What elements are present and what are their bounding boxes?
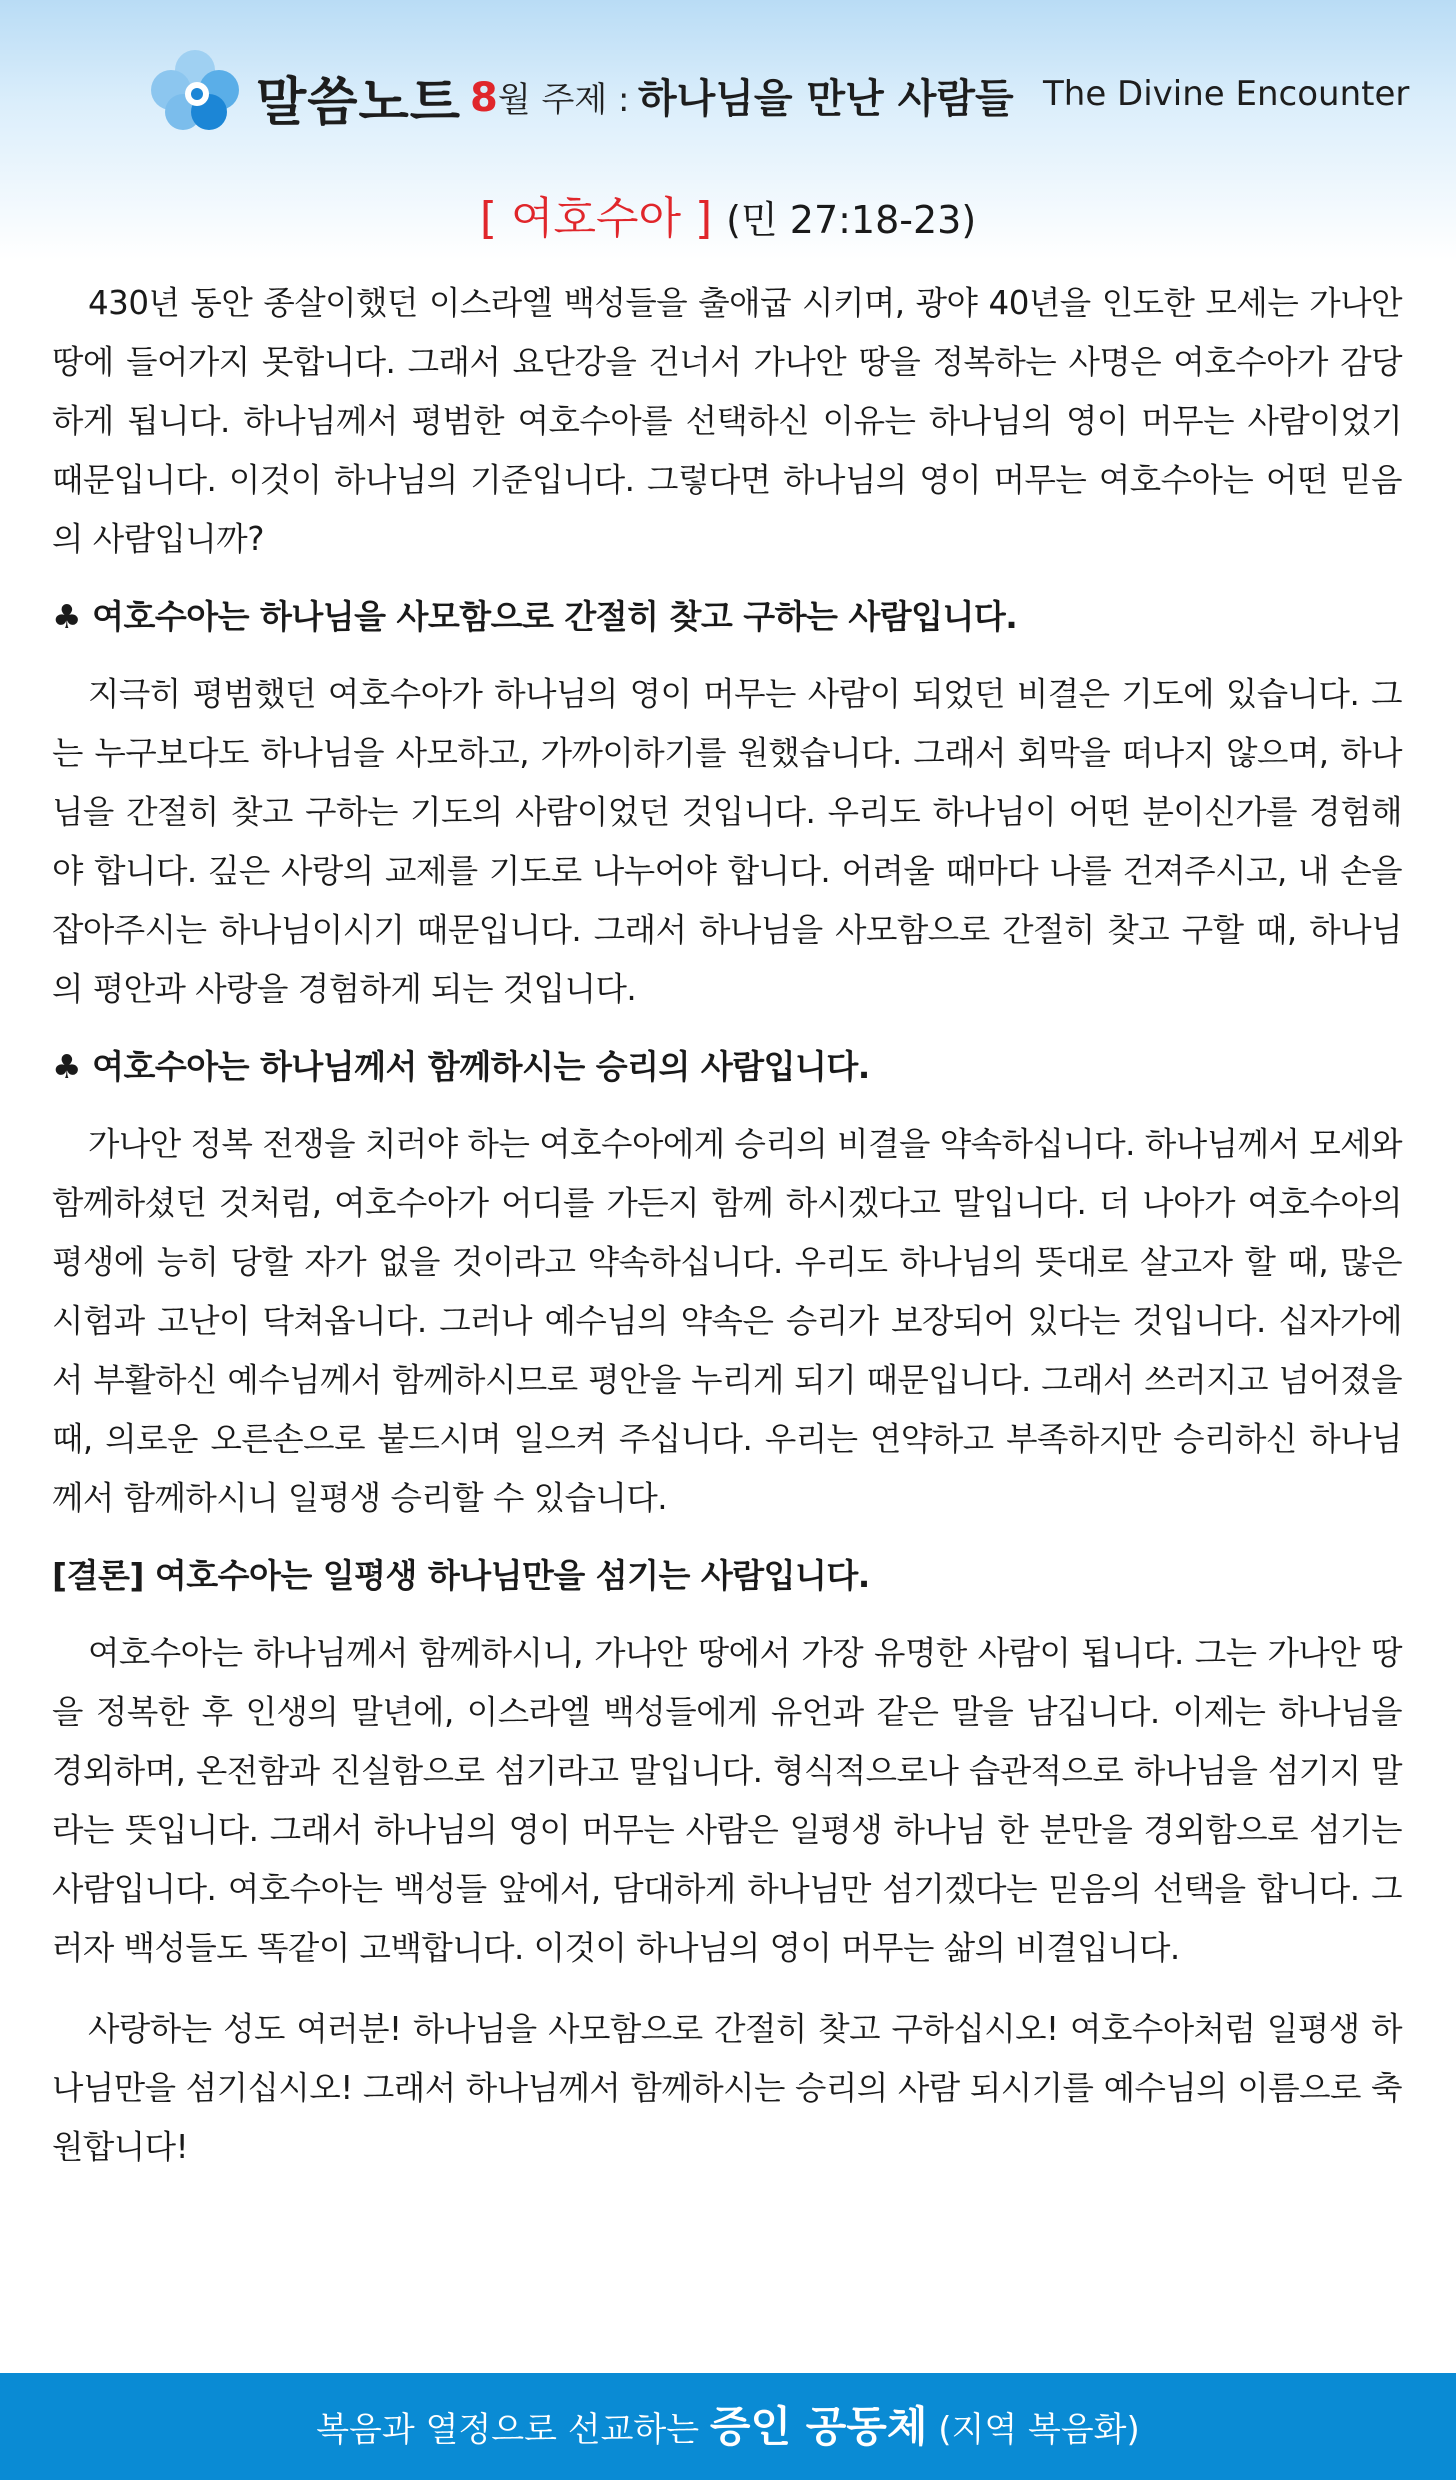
footer-prefix: 복음과 열정으로 선교하는 <box>316 2410 710 2450</box>
footer-banner <box>0 2373 1456 2480</box>
intro-paragraph: 430년 동안 종살이했던 이스라엘 백성들을 출애굽 시키며, 광야 40년을 인도한 모세는 가나안 땅에 들어가지 못합니다. 그래서 요단강을 건너서 가나안 땅을 정복하는 사명은 여호수아가 감당하게 됩니다. 하나님께서 평범한 여호수아를 선택하신 이유는 하나님의 영이 머무는 사람이었기 때문입니다. 이것이 하나님의 기준입니다. 그렇다면 하나님의 영이 머무는 여호수아는 어떤 믿음의 사람입니까? <box>52 284 1402 558</box>
sermon-title-name: [ 여호수아 ] <box>479 193 713 244</box>
conclusion-heading: [결론] 여호수아는 일평생 하나님만을 섬기는 사람입니다. <box>52 1556 870 1595</box>
closing-paragraph: 사랑하는 성도 여러분! 하나님을 사모함으로 간절히 찾고 구하십시오! 여호수아처럼 일평생 하나님만을 섬기십시오! 그래서 하나님께서 함께하시는 승리의 사람 되시기를 예수님의 이름으로 축원합니다! <box>52 2010 1402 2166</box>
point-1-heading: ♣ 여호수아는 하나님을 사모함으로 간절히 찾고 구하는 사람입니다. <box>52 597 1018 636</box>
footer-community-name: 증인 공동체 <box>709 2402 928 2451</box>
monthly-theme-label <box>470 72 629 121</box>
scripture-reference: (민 27:18-23) <box>726 198 977 242</box>
footer-suffix: (지역 복음화) <box>927 2410 1140 2450</box>
point-2-paragraph: 가나안 정복 전쟁을 치러야 하는 여호수아에게 승리의 비결을 약속하십니다. 하나님께서 모세와 함께하셨던 것처럼, 여호수아가 어디를 가든지 함께 하시겠다고 말입니다. 더 나아가 여호수아의 평생에 능히 당할 자가 없을 것이라고 약속하십니다. 우리도 하나님의 뜻대로 살고자 할 때, 많은 시험과 고난이 닥쳐옵니다. 그러나 예수님의 약속은 승리가 보장되어 있다는 것입니다. 십자가에서 부활하신 예수님께서 함께하시므로 평안을 누리게 되기 때문입니다. 그래서 쓰러지고 넘어졌을 때, 의로운 오른손으로 붙드시며 일으켜 주십니다. 우리는 연약하고 부족하지만 승리하신 하나님께서 함께하시니 일평생 승리할 수 있습니다. <box>52 1125 1402 1517</box>
theme-title: 하나님을 만난 사람들 <box>638 76 1014 122</box>
point-2-heading: ♣ 여호수아는 하나님께서 함께하시는 승리의 사람입니다. <box>52 1047 870 1086</box>
conclusion-paragraph: 여호수아는 하나님께서 함께하시니, 가나안 땅에서 가장 유명한 사람이 됩니다. 그는 가나안 땅을 정복한 후 인생의 말년에, 이스라엘 백성들에게 유언과 같은 말을 남깁니다. 이제는 하나님을 경외하며, 온전함과 진실함으로 섬기라고 말입니다. 형식적으로나 습관적으로 하나님을 섬기지 말라는 뜻입니다. 그래서 하나님의 영이 머무는 사람은 일평생 하나님 한 분만을 경외함으로 섬기는 사람입니다. 여호수아는 백성들 앞에서, 담대하게 하나님만 섬기겠다는 믿음의 선택을 합니다. 그러자 백성들도 똑같이 고백합니다. 이것이 하나님의 영이 머무는 삶의 비결입니다. <box>52 1634 1402 1967</box>
brand-title: 말씀노트 <box>256 73 461 133</box>
month-suffix: 월 주제 : <box>497 80 630 120</box>
sermon-title <box>0 182 1456 246</box>
point-1-paragraph: 지극히 평범했던 여호수아가 하나님의 영이 머무는 사람이 되었던 비결은 기도에 있습니다. 그는 누구보다도 하나님을 사모하고, 가까이하기를 원했습니다. 그래서 회막을 떠나지 않으며, 하나님을 간절히 찾고 구하는 기도의 사람이었던 것입니다. 우리도 하나님이 어떤 분이신가를 경험해야 합니다. 깊은 사랑의 교제를 기도로 나누어야 합니다. 어려울 때마다 나를 건져주시고, 내 손을 잡아주시는 하나님이시기 때문입니다. 그래서 하나님을 사모함으로 간절히 찾고 구할 때, 하나님의 평안과 사랑을 경험하게 되는 것입니다. <box>52 675 1402 1008</box>
flower-logo-icon <box>145 46 245 132</box>
theme-english: The Divine Encounter <box>1043 74 1410 114</box>
page-header <box>0 40 1456 140</box>
month-number: 8 <box>470 75 498 121</box>
sermon-body <box>52 274 1402 2199</box>
